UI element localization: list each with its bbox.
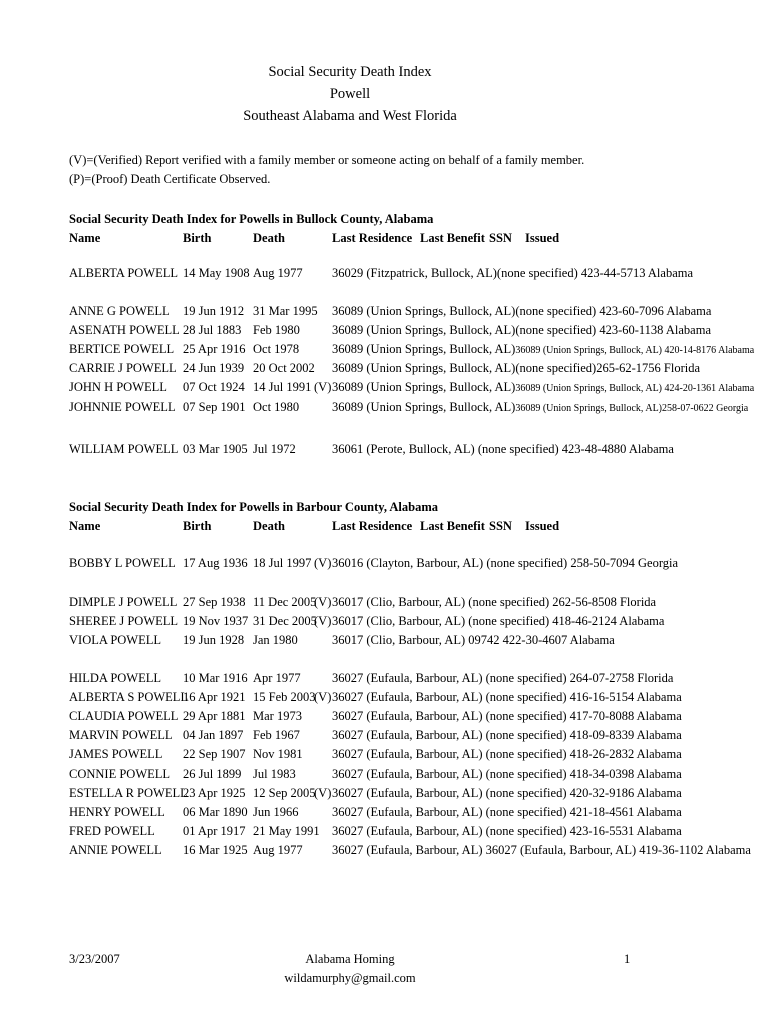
record-birth: 17 Aug 1936: [183, 556, 248, 570]
record-name: ASENATH POWELL: [69, 323, 180, 338]
column-header-row: [0, 519, 770, 537]
record-residence-small-text: 36089 (Union Springs, Bullock, AL)258-07-0622 Georgia: [515, 402, 749, 414]
record-death: Jul 1983: [253, 766, 296, 781]
record-name: ESTELLA R POWELL: [69, 785, 188, 800]
record-birth: 16 Apr 1921: [183, 690, 246, 705]
column-header-residence: Last Residence: [332, 519, 413, 533]
record-residence-info: [332, 690, 682, 705]
record-residence-info: [332, 767, 682, 782]
record-death: Oct 1978: [253, 342, 300, 357]
record-death: 31 Mar 1995: [253, 304, 318, 318]
record-birth: 01 Apr 1917: [183, 823, 246, 838]
record-residence-text: 36027 (Eufaula, Barbour, AL) 36027 (Eufaula, Barbour, AL) 419-36-1102 Alabama: [332, 842, 751, 857]
record-residence-info: [332, 633, 615, 648]
record-name: FRED POWELL: [69, 823, 155, 838]
record-row: [0, 671, 770, 689]
record-residence-info: [332, 266, 693, 281]
column-header-benefit: Last Benefit: [420, 231, 485, 245]
record-birth: 07 Oct 1924: [183, 380, 245, 395]
record-residence-text: 36027 (Eufaula, Barbour, AL) (none specified) 264-07-2758 Florida: [332, 671, 674, 685]
footer-date: 3/23/2007: [69, 952, 120, 966]
record-death: Feb 1967: [253, 728, 300, 743]
record-birth: 29 Apr 1881: [183, 709, 246, 724]
record-residence-info: [332, 361, 700, 376]
column-header-issued: Issued: [525, 519, 560, 533]
record-death: 31 Dec 2005: [253, 614, 317, 629]
document-subtitle-region: Southeast Alabama and West Florida: [243, 108, 457, 124]
record-birth: 23 Apr 1925: [183, 785, 246, 800]
record-death: Feb 1980: [253, 323, 300, 338]
record-residence-text: 36089 (Union Springs, Bullock, AL): [332, 342, 516, 357]
record-residence-text: 36089 (Union Springs, Bullock, AL)(none specified)265-62-1756 Florida: [332, 361, 701, 376]
record-birth: 28 Jul 1883: [183, 323, 242, 338]
record-residence-text: 36027 (Eufaula, Barbour, AL) (none specified) 417-70-8088 Alabama: [332, 709, 682, 724]
record-residence-text: 36089 (Union Springs, Bullock, AL): [332, 380, 516, 395]
record-verified-flag: (V): [314, 785, 332, 800]
record-birth: 24 Jun 1939: [183, 361, 245, 376]
record-row: [0, 633, 770, 651]
record-row: [0, 266, 770, 284]
record-name: CARRIE J POWELL: [69, 361, 177, 376]
record-residence-small-text: 36089 (Union Springs, Bullock, AL) 424-20-1361 Alabama: [515, 383, 755, 395]
record-row: [0, 614, 770, 632]
footer-organization: Alabama Homing: [305, 952, 395, 966]
record-residence-text: 36017 (Clio, Barbour, AL) (none specified) 262-56-8508 Florida: [332, 595, 657, 609]
column-header-death: Death: [253, 231, 285, 245]
document-title: Social Security Death Index: [268, 64, 432, 80]
record-death: Mar 1973: [253, 709, 302, 724]
record-row: [0, 595, 770, 613]
column-header-ssn: SSN: [489, 231, 512, 245]
record-death: Nov 1981: [253, 747, 303, 762]
record-row: [0, 690, 770, 708]
column-header-row: [0, 231, 770, 249]
record-row: [0, 709, 770, 727]
record-birth: 16 Mar 1925: [183, 842, 248, 857]
record-row: [0, 323, 770, 341]
record-residence-text: 36029 (Fitzpatrick, Bullock, AL)(none specified) 423-44-5713 Alabama: [332, 266, 694, 280]
column-header-residence: Last Residence: [332, 231, 413, 245]
record-name: JAMES POWELL: [69, 747, 163, 762]
record-residence-info: [332, 614, 664, 629]
record-residence-info: [332, 304, 711, 319]
record-residence-info: [332, 556, 678, 571]
record-residence-small-text: 36089 (Union Springs, Bullock, AL) 420-14-8176 Alabama: [515, 345, 755, 357]
record-birth: 25 Apr 1916: [183, 342, 246, 357]
record-death: Jun 1966: [253, 804, 299, 819]
record-birth: 19 Nov 1937: [183, 614, 249, 629]
record-residence-text: 36017 (Clio, Barbour, AL) (none specified) 418-46-2124 Alabama: [332, 614, 665, 629]
record-residence-text: 36061 (Perote, Bullock, AL) (none specified) 423-48-4880 Alabama: [332, 442, 674, 456]
record-residence-text: 36027 (Eufaula, Barbour, AL) (none specified) 416-16-5154 Alabama: [332, 690, 682, 705]
record-row: [0, 400, 770, 418]
record-name: HENRY POWELL: [69, 804, 165, 819]
record-name: MARVIN POWELL: [69, 728, 173, 743]
record-death: 12 Sep 2005: [253, 785, 316, 800]
record-birth: 14 May 1908: [183, 266, 250, 280]
footer-page-number: 1: [624, 952, 631, 966]
record-row: [0, 824, 770, 842]
record-residence-info: [332, 824, 682, 839]
record-birth: 26 Jul 1899: [183, 766, 242, 781]
record-name: JOHNNIE POWELL: [69, 399, 176, 414]
record-name: BERTICE POWELL: [69, 342, 175, 357]
record-verified-flag: (V): [314, 690, 332, 705]
record-name: CLAUDIA POWELL: [69, 709, 179, 724]
record-residence-info: [332, 805, 682, 820]
record-birth: 03 Mar 1905: [183, 442, 248, 456]
record-death: 21 May 1991: [253, 823, 320, 838]
record-death: Aug 1977: [253, 266, 303, 280]
record-death: Apr 1977: [253, 671, 301, 685]
record-residence-text: 36027 (Eufaula, Barbour, AL) (none specified) 423-16-5531 Alabama: [332, 823, 682, 838]
record-residence-text: 36027 (Eufaula, Barbour, AL) (none specified) 418-09-8339 Alabama: [332, 728, 682, 743]
record-residence-info: [332, 671, 673, 686]
record-residence-info: [332, 747, 682, 762]
record-birth: 19 Jun 1912: [183, 304, 245, 318]
record-verified-flag: (V): [314, 614, 332, 629]
record-row: [0, 556, 770, 574]
column-header-name: Name: [69, 519, 101, 533]
record-row: [0, 786, 770, 804]
record-residence-text: 36017 (Clio, Barbour, AL) 09742 422-30-4607 Alabama: [332, 633, 615, 648]
record-name: ANNIE POWELL: [69, 842, 162, 857]
record-death: Aug 1977: [253, 842, 303, 857]
record-row: [0, 304, 770, 322]
record-birth: 04 Jan 1897: [183, 728, 244, 743]
record-row: [0, 767, 770, 785]
record-row: [0, 843, 770, 861]
record-name: VIOLA POWELL: [69, 633, 161, 648]
record-verified-flag: (V): [314, 556, 332, 570]
record-row: [0, 805, 770, 823]
record-row: [0, 728, 770, 746]
section-title: Social Security Death Index for Powells in Bullock County, Alabama: [69, 212, 434, 226]
record-death: 18 Jul 1997: [253, 556, 312, 570]
record-verified-flag: (V): [314, 595, 332, 609]
record-verified-flag: (V): [314, 380, 332, 395]
record-residence-text: 36089 (Union Springs, Bullock, AL): [332, 399, 516, 414]
record-residence-info: [332, 843, 751, 858]
footer-email: wildamurphy@gmail.com: [284, 971, 416, 985]
record-name: HILDA POWELL: [69, 671, 161, 685]
record-name: ALBERTA S POWELL: [69, 690, 189, 705]
record-death: Oct 1980: [253, 399, 300, 414]
record-residence-info: [332, 595, 656, 610]
record-residence-info: [332, 342, 754, 357]
record-name: DIMPLE J POWELL: [69, 595, 178, 609]
record-birth: 22 Sep 1907: [183, 747, 246, 762]
record-birth: 19 Jun 1928: [183, 633, 245, 648]
record-name: BOBBY L POWELL: [69, 556, 176, 570]
record-death: 20 Oct 2002: [253, 361, 315, 376]
record-row: [0, 747, 770, 765]
column-header-name: Name: [69, 231, 101, 245]
record-residence-text: 36089 (Union Springs, Bullock, AL)(none specified) 423-60-7096 Alabama: [332, 304, 712, 318]
record-residence-info: [332, 786, 682, 801]
record-residence-text: 36089 (Union Springs, Bullock, AL)(none specified) 423-60-1138 Alabama: [332, 323, 711, 338]
record-row: [0, 342, 770, 360]
record-name: SHEREE J POWELL: [69, 614, 179, 629]
legend-verified: (V)=(Verified) Report verified with a family member or someone acting on behalf of a family member.: [69, 153, 585, 167]
record-row: [0, 442, 770, 460]
record-residence-info: [332, 400, 748, 415]
record-row: [0, 380, 770, 398]
record-row: [0, 361, 770, 379]
record-birth: 06 Mar 1890: [183, 804, 248, 819]
record-residence-text: 36016 (Clayton, Barbour, AL) (none specified) 258-50-7094 Georgia: [332, 556, 679, 570]
record-name: WILLIAM POWELL: [69, 442, 179, 456]
record-name: JOHN H POWELL: [69, 380, 167, 395]
legend-proof: (P)=(Proof) Death Certificate Observed.: [69, 172, 271, 186]
record-death: 11 Dec 2005: [253, 595, 317, 609]
record-residence-info: [332, 380, 754, 395]
record-name: ANNE G POWELL: [69, 304, 170, 318]
record-residence-text: 36027 (Eufaula, Barbour, AL) (none specified) 421-18-4561 Alabama: [332, 804, 682, 819]
record-death: Jul 1972: [253, 442, 296, 456]
record-birth: 10 Mar 1916: [183, 671, 248, 685]
record-residence-info: [332, 442, 674, 457]
record-residence-text: 36027 (Eufaula, Barbour, AL) (none specified) 420-32-9186 Alabama: [332, 785, 682, 800]
column-header-birth: Birth: [183, 519, 212, 533]
column-header-ssn: SSN: [489, 519, 512, 533]
record-residence-info: [332, 323, 711, 338]
record-birth: 27 Sep 1938: [183, 595, 246, 609]
record-name: ALBERTA POWELL: [69, 266, 179, 280]
column-header-death: Death: [253, 519, 285, 533]
record-residence-info: [332, 728, 682, 743]
record-residence-text: 36027 (Eufaula, Barbour, AL) (none specified) 418-26-2832 Alabama: [332, 747, 682, 762]
record-residence-info: [332, 709, 682, 724]
record-birth: 07 Sep 1901: [183, 399, 246, 414]
record-residence-text: 36027 (Eufaula, Barbour, AL) (none specified) 418-34-0398 Alabama: [332, 766, 682, 781]
record-death: 14 Jul 1991: [253, 380, 312, 395]
section-title: Social Security Death Index for Powells in Barbour County, Alabama: [69, 500, 439, 514]
document-subtitle-surname: Powell: [329, 86, 371, 102]
record-death: 15 Feb 2003: [253, 690, 316, 705]
column-header-birth: Birth: [183, 231, 212, 245]
column-header-issued: Issued: [525, 231, 560, 245]
column-header-benefit: Last Benefit: [420, 519, 485, 533]
record-name: CONNIE POWELL: [69, 766, 171, 781]
record-death: Jan 1980: [253, 633, 298, 648]
